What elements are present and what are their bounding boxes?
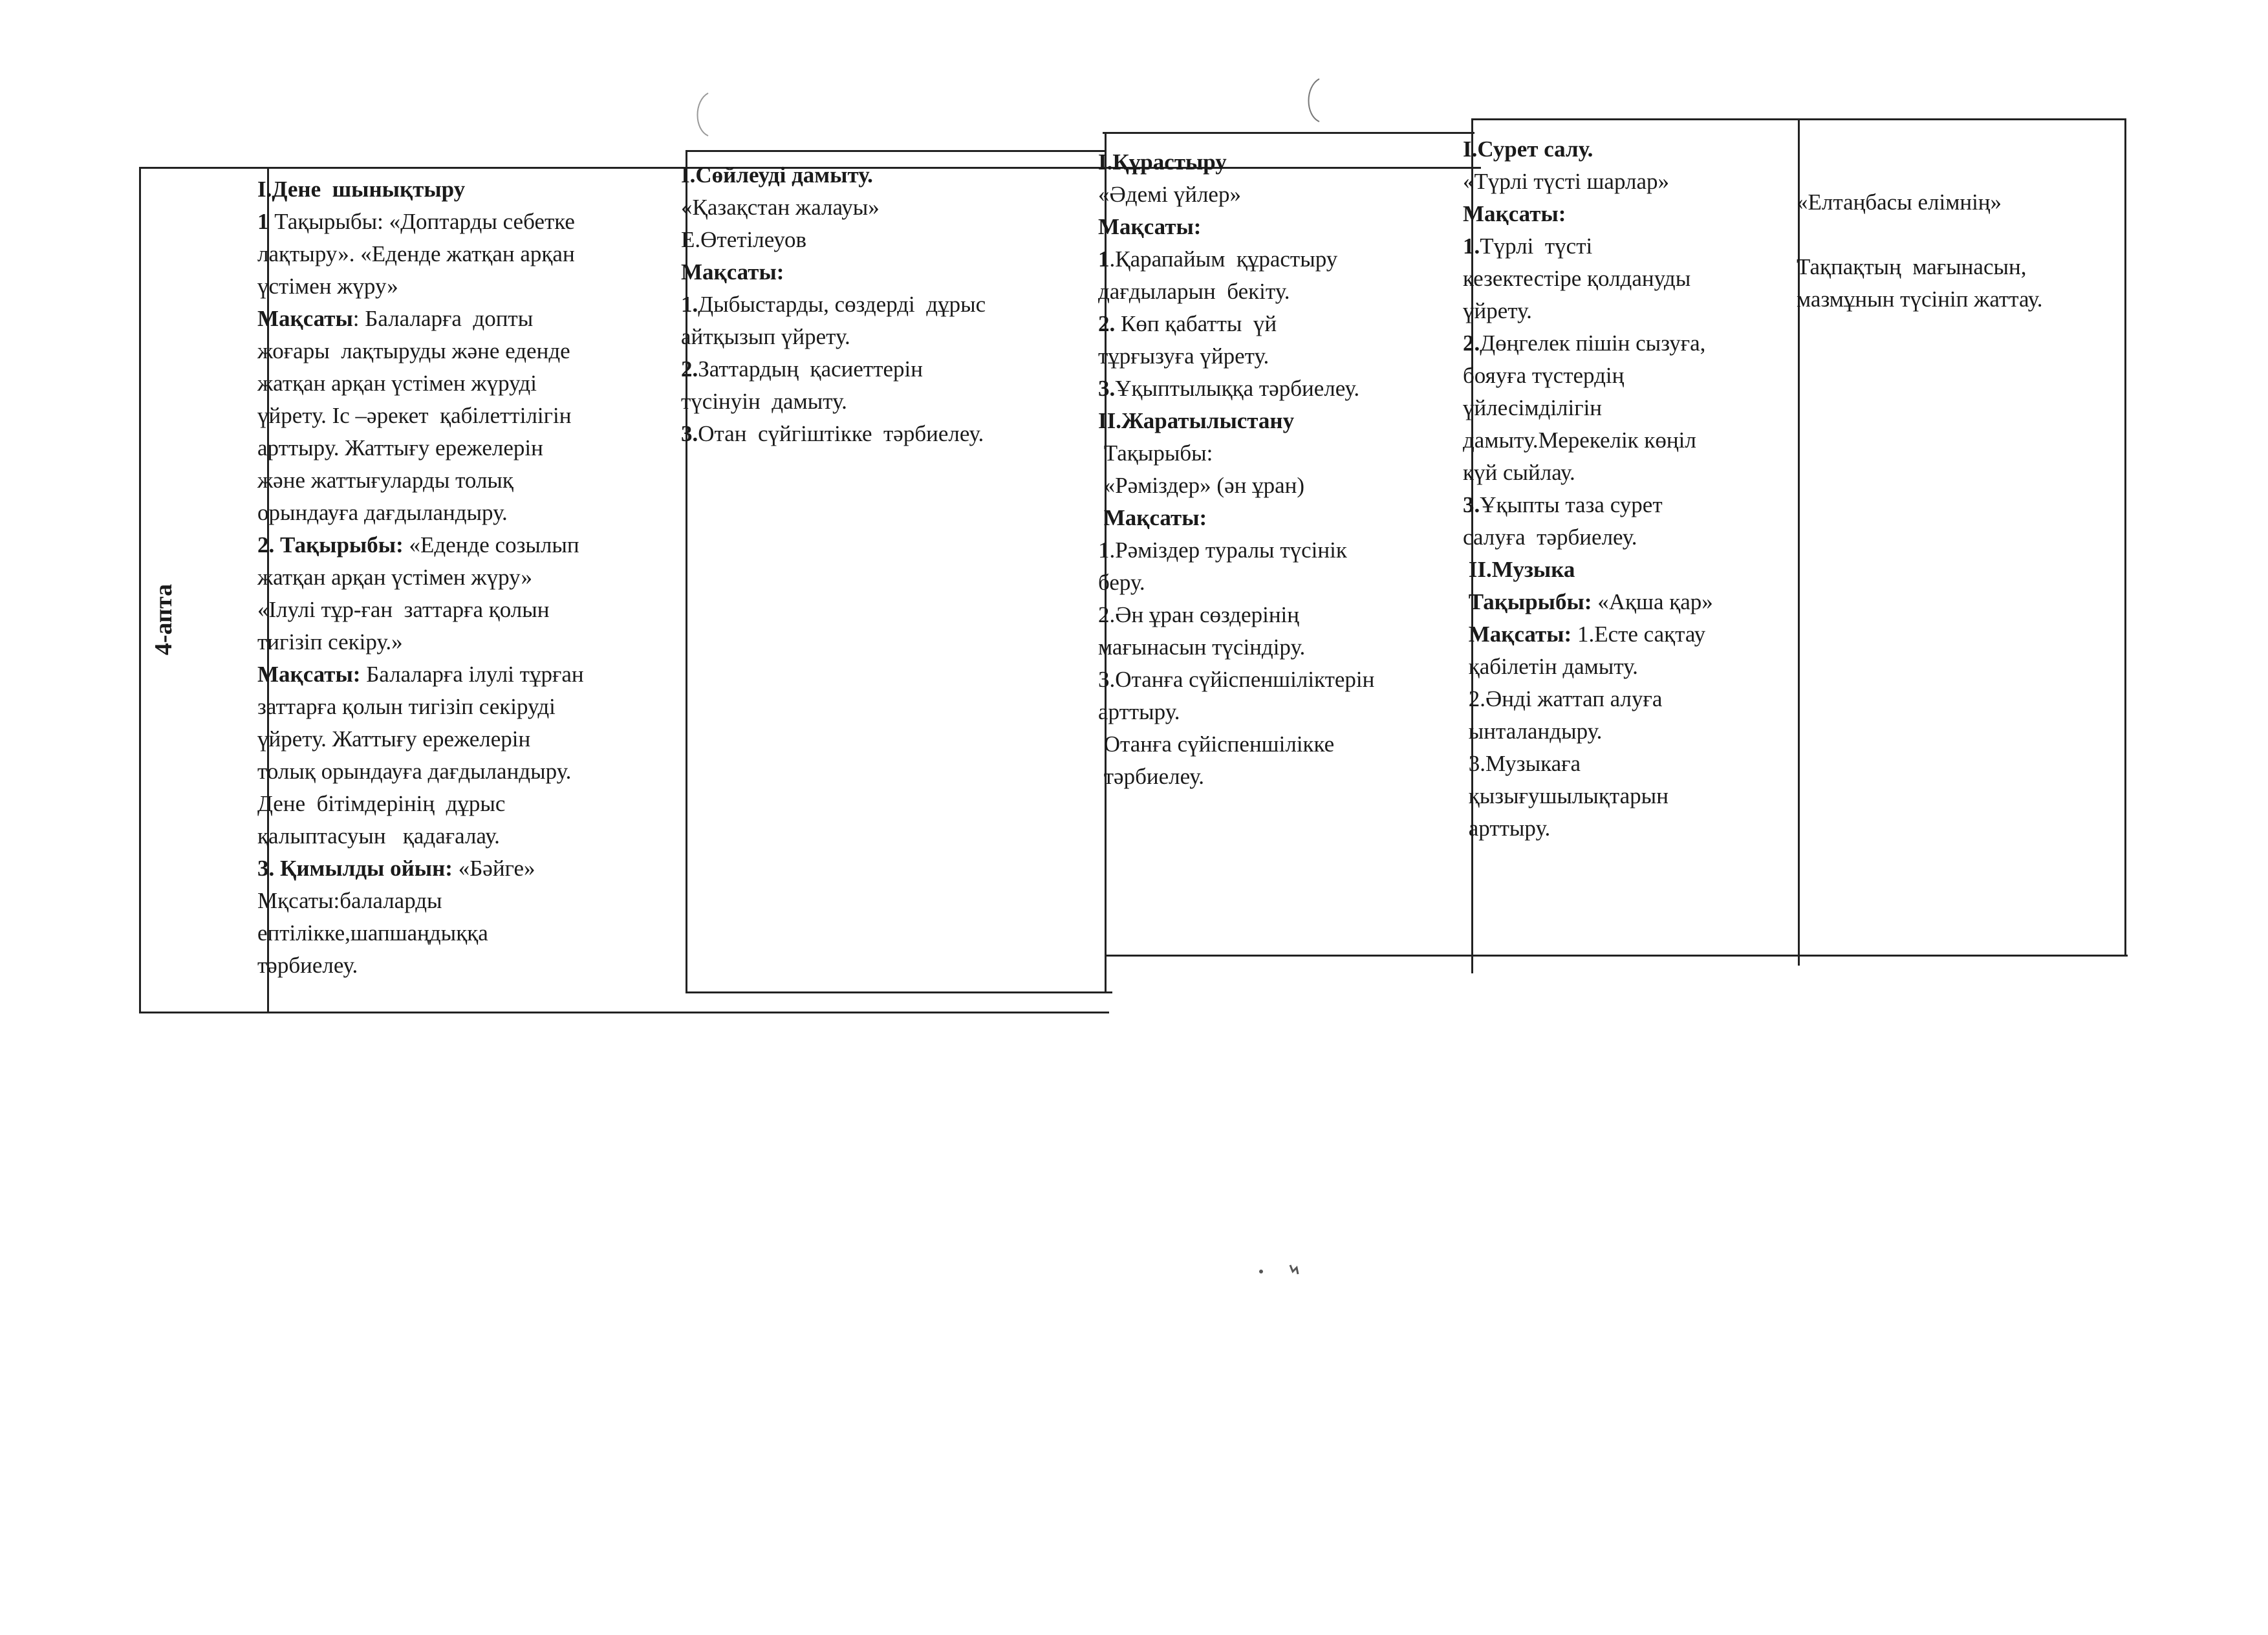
line-text: үстімен жүру» [257,274,398,299]
line-text: тигізіп секіру.» [257,629,403,655]
line-text: лақтыру». «Еденде жатқан арқан [257,241,575,266]
cell-line [257,723,584,755]
line-text: мағынасын түсіндіру. [1098,634,1306,660]
line-text: үйлесімділігін [1463,395,1603,420]
cell-line [681,191,986,224]
line-text: қалыптасуын қадағалау. [257,823,500,849]
line-text: бояуға түстердің [1463,363,1625,388]
line-text: тұрғызуға үйрету. [1098,343,1269,369]
table-border-left [139,167,141,1013]
cell-line [1463,683,1713,715]
line-text: қызығушылықтарын [1463,783,1669,808]
cell-line [1098,599,1374,631]
cell-line [1098,308,1374,340]
bold-text: 1 [257,209,269,234]
line-text: орындауға дағдыландыру. [257,500,508,525]
cell-line [1463,166,1713,198]
punch-hole-mark-right [1300,76,1326,125]
cell-line [1098,340,1374,373]
line-text: «Қазақстан жалауы» [681,195,880,220]
cell-line [681,256,986,288]
line-text: Мқсаты:балаларды [257,888,442,913]
cell-line [257,949,584,982]
bold-text: Мақсаты: [257,662,361,687]
line-text: 1.Рәміздер туралы түсінік [1098,537,1347,563]
line-text: «Елтаңбасы елімнің» [1797,189,2002,215]
line-text: тәрбиелеу. [1098,764,1205,789]
cell-line [681,159,986,191]
cell-line [1463,586,1713,618]
cell-line [1098,437,1374,470]
cell-line [1098,502,1374,534]
cell-line [1463,230,1713,263]
cell-line [257,432,584,464]
bold-text: 3. [1098,376,1116,401]
bold-text: 1 [1098,246,1110,272]
bold-text: I.Дене шынықтыру [257,177,466,202]
cell-line [1098,696,1374,728]
line-text: «Ілулі тұр-ған заттарға қолын [257,597,550,622]
cell-line [681,321,986,353]
cell-line [681,353,986,385]
cell-line [1463,198,1713,230]
bold-text: 2. [1463,330,1480,356]
cell-line [1098,405,1374,437]
cell-poem [1797,186,2120,316]
line-text: Отан сүйгіштікке тәрбиелеу. [698,421,984,446]
cell-line [1463,133,1713,166]
cell-line [257,400,584,432]
cell-line [1463,812,1713,845]
cell-line [257,755,584,788]
bold-text: Тақырыбы: [1463,589,1592,614]
line-text: үйрету. Жаттығу ережелерін [257,726,531,752]
line-text: Тақырыбы: «Доптарды себетке [268,209,575,234]
cell-line [1463,489,1713,521]
bold-text: 1. [681,292,698,317]
bold-text: I.Сөйлеуді дамыту. [681,162,873,188]
line-text: Түрлі түсті [1480,233,1593,259]
cell-line [1463,424,1713,457]
cell-line [257,238,584,270]
line-text: «Бәйге» [452,856,535,881]
punch-hole-mark-left [689,91,715,139]
cell-line [1098,243,1374,276]
cell-line [257,820,584,852]
line-text: Е.Өтетілеуов [681,227,807,252]
line-text: салуға тәрбиелеу. [1463,525,1637,550]
line-text: үйрету. Іс –әрекет қабілеттілігін [257,403,572,428]
line-text: Дене бітімдерінің дұрыс [257,791,506,816]
cell-physical-education [257,173,584,982]
line-text: кезектестіре қолдануды [1463,266,1691,291]
table-border-bottom-right [1106,955,2128,957]
bold-text: Мақсаты: [1463,201,1566,226]
line-text: : Балаларға допты [352,306,534,331]
bold-text: Мақсаты: [1098,505,1207,530]
line-text: тәрбиелеу. [257,953,358,978]
cell-line [257,658,584,691]
cell-line [1098,534,1374,567]
line-text: жатқан арқан үстімен жүруді [257,371,537,396]
cell-line [1098,761,1374,793]
cell-speech-development [681,159,986,450]
cell-line [1098,470,1374,502]
cell-line [681,385,986,418]
line-text: Отанға сүйіспеншілікке [1098,731,1335,757]
cell-line [257,917,584,949]
line-text: ынталандыру. [1463,719,1603,744]
line-text: Дөңгелек пішін сызуға, [1480,330,1706,356]
cell-line [1463,780,1713,812]
cell-line [1463,327,1713,360]
cell-line [1463,521,1713,554]
line-text: «Түрлі түсті шарлар» [1463,169,1669,194]
cell-line [257,335,584,367]
cell-line [681,224,986,256]
cell-line [1098,664,1374,696]
line-text: мазмұнын түсініп жаттау. [1797,287,2043,312]
bold-text: II.Музыка [1463,557,1575,582]
line-text: арттыру. [1098,699,1180,724]
bold-text: 2. Тақырыбы: [257,532,404,558]
line-text: беру. [1098,570,1145,595]
line-text [1797,222,1802,247]
line-text: «Ақша қар» [1592,589,1713,614]
cell-line [1463,360,1713,392]
table-border-bottom-mid [686,991,1112,993]
line-text: 3.Музыкаға [1463,751,1581,776]
line-text: 3.Отанға сүйіспеншіліктерін [1098,667,1375,692]
cell-line [257,367,584,400]
cell-line [257,885,584,917]
cell-line [257,173,584,206]
cell-line [1463,651,1713,683]
cell-construction-nature [1098,146,1374,793]
bold-text: I.Құрастыру [1098,149,1227,175]
line-text: арттыру. Жаттығу ережелерін [257,435,543,460]
line-text: Көп қабатты үй [1115,311,1277,336]
bold-text: Мақсаты: [1098,214,1202,239]
line-text: Ұқыпты таза сурет [1480,492,1663,517]
cell-line [1463,748,1713,780]
line-text: дамыту.Мерекелік көңіл [1463,428,1696,453]
cell-line [257,691,584,723]
cell-line [257,206,584,238]
cell-drawing-music [1463,133,1713,845]
cell-line [1098,631,1374,664]
line-text: «Еденде созылып [403,532,579,558]
cell-line [257,626,584,658]
line-text: Заттардың қасиеттерін [698,356,923,382]
line-text: Тақырыбы: [1098,440,1213,466]
cell-line [257,852,584,885]
table-border-top-step2 [686,150,1106,152]
cell-line [257,561,584,594]
line-text: толық орындауға дағдыландыру. [257,759,572,784]
line-text: «Әдемі үйлер» [1098,182,1241,207]
line-text: Дыбыстарды, сөздерді дұрыс [698,292,986,317]
table-border-bottom [139,1012,1109,1013]
line-text: Тақпақтың мағынасын, [1797,254,2027,279]
cell-line [257,788,584,820]
bold-text: I.Сурет салу. [1463,136,1593,162]
cell-line [1098,276,1374,308]
line-text: арттыру. [1463,816,1551,841]
cell-line [1098,146,1374,179]
line-text: .Қарапайым құрастыру [1109,246,1338,272]
line-text: 2.Ән ұран сөздерінің [1098,602,1300,627]
cell-line [257,529,584,561]
cell-line [1797,251,2120,283]
line-text: Ұқыптылыққа тәрбиелеу. [1115,376,1360,401]
cell-line [257,464,584,497]
line-text: «Рәміздер» (ән ұран) [1098,473,1304,498]
bold-text: 1. [1463,233,1480,259]
cell-line [257,497,584,529]
bold-text: Мақсаты: [1463,622,1572,647]
cell-line [1463,457,1713,489]
bold-text: 3. Қимылды ойын: [257,856,453,881]
line-text: жоғары лақтыруды және еденде [257,338,570,363]
line-text: күй сыйлау. [1463,460,1575,485]
cell-line [681,418,986,450]
bold-text: II.Жаратылыстану [1098,408,1295,433]
cell-line [1098,567,1374,599]
line-text: ептілікке,шапшаңдыққа [257,920,488,946]
cell-line [681,288,986,321]
cell-line [1797,219,2120,251]
table-border-top-step [1103,132,1474,134]
cell-line [1098,728,1374,761]
cell-line [257,270,584,303]
bold-text: Мақсаты: [681,259,784,285]
cell-line [1098,373,1374,405]
cell-line [1098,179,1374,211]
speck-mark [1255,1260,1306,1279]
line-text: 1.Есте сақтау [1571,622,1706,647]
line-text: 2.Әнді жаттап алуға [1463,686,1663,711]
cell-line [257,303,584,335]
line-text: жатқан арқан үстімен жүру» [257,565,532,590]
cell-line [1463,263,1713,295]
cell-line [1463,295,1713,327]
week-label: 4-апта [150,583,177,656]
cell-line [1463,618,1713,651]
bold-text: 3. [1463,492,1480,517]
line-text: айтқызып үйрету. [681,324,850,349]
cell-line [1797,283,2120,316]
bold-text: 2. [681,356,698,382]
cell-line [1463,392,1713,424]
line-text: және жаттығуларды толық [257,468,513,493]
cell-line [1463,715,1713,748]
cell-line [257,594,584,626]
line-text: түсінуін дамыту. [681,389,847,414]
cell-line [1098,211,1374,243]
table-border-right [2124,118,2126,957]
cell-line [1797,186,2120,219]
line-text: заттарға қолын тигізіп секіруді [257,694,556,719]
line-text: Балаларға ілулі тұрған [360,662,584,687]
line-text: қабілетін дамыту. [1463,654,1638,679]
bold-text: 2. [1098,311,1116,336]
bold-text: 3. [681,421,698,446]
bold-text: Мақсаты [257,306,353,331]
line-text: үйрету. [1463,298,1532,323]
line-text: дағдыларын бекіту. [1098,279,1290,304]
cell-line [1463,554,1713,586]
